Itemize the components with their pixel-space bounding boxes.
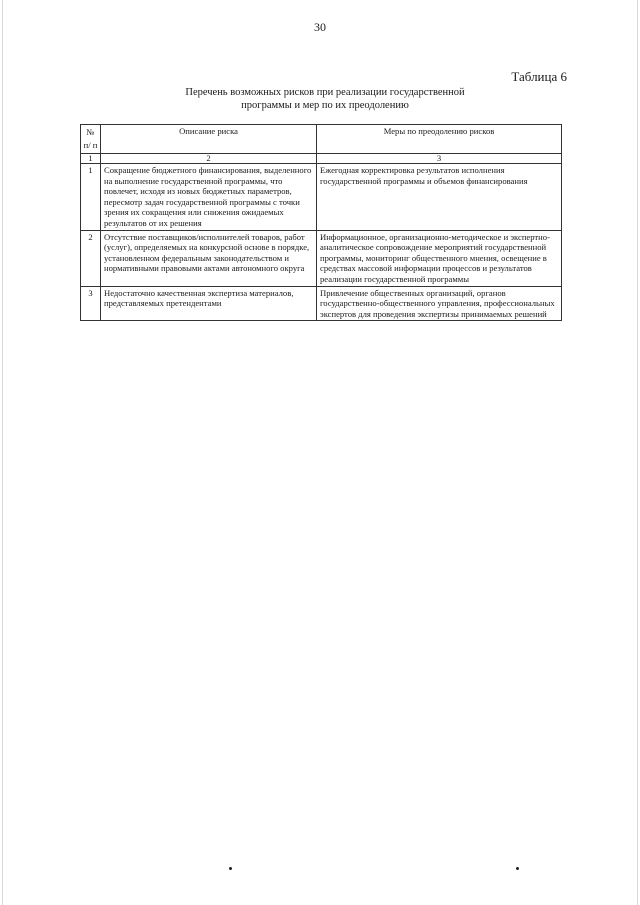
risk-measures: Привлечение общественных организаций, органов государственно-общественного управления, профессиональных экспертов для проведения экспертизы принимаемых решений <box>317 286 562 321</box>
column-index-3: 3 <box>317 154 562 164</box>
scan-edge-right <box>637 0 638 905</box>
column-index-1: 1 <box>81 154 101 164</box>
risk-description: Сокращение бюджетного финансирования, выделенного на выполнение государственной программы, что повлечет, исходя из новых бюджетных параметров, пересмотр задач государственной программы с точки зрения их сокращения или снижения ожидаемых результатов от их решения <box>101 164 317 231</box>
risk-table <box>80 124 562 321</box>
document-title <box>140 86 510 112</box>
column-index-2: 2 <box>101 154 317 164</box>
document-title-line-2: программы и мер по их преодолению <box>241 100 409 111</box>
header-number: № п/ п <box>81 125 101 154</box>
scan-dot-right <box>516 867 519 870</box>
risk-description: Недостаточно качественная экспертиза материалов, представляемых претендентами <box>101 286 317 321</box>
risk-description: Отсутствие поставщиков/исполнителей товаров, работ (услуг), определяемых на конкурсной основе в порядке, установленном федеральным законодательством и нормативными правовыми актами автономного округа <box>101 230 317 286</box>
row-number: 1 <box>81 164 101 231</box>
row-number: 2 <box>81 230 101 286</box>
risk-measures: Ежегодная корректировка результатов исполнения государственной программы и объемов финансирования <box>317 164 562 231</box>
header-measures: Меры по преодолению рисков <box>317 125 562 154</box>
scan-edge-left <box>2 0 3 905</box>
page-number: 30 <box>314 20 326 34</box>
header-row <box>81 125 562 154</box>
table-row <box>81 230 562 286</box>
header-description: Описание риска <box>101 125 317 154</box>
scan-dot-left <box>229 867 232 870</box>
table-row <box>81 164 562 231</box>
column-index-row <box>81 154 562 164</box>
row-number: 3 <box>81 286 101 321</box>
document-title-line-1: Перечень возможных рисков при реализации государственной <box>185 87 465 98</box>
table-row <box>81 286 562 321</box>
table-label: Таблица 6 <box>511 69 567 84</box>
risk-measures: Информационное, организационно-методическое и экспертно-аналитическое сопровождение мероприятий государственной программы, мониторинг общественного мнения, освещение в средствах массовой информации процессов и результатов реализации государственной программы <box>317 230 562 286</box>
